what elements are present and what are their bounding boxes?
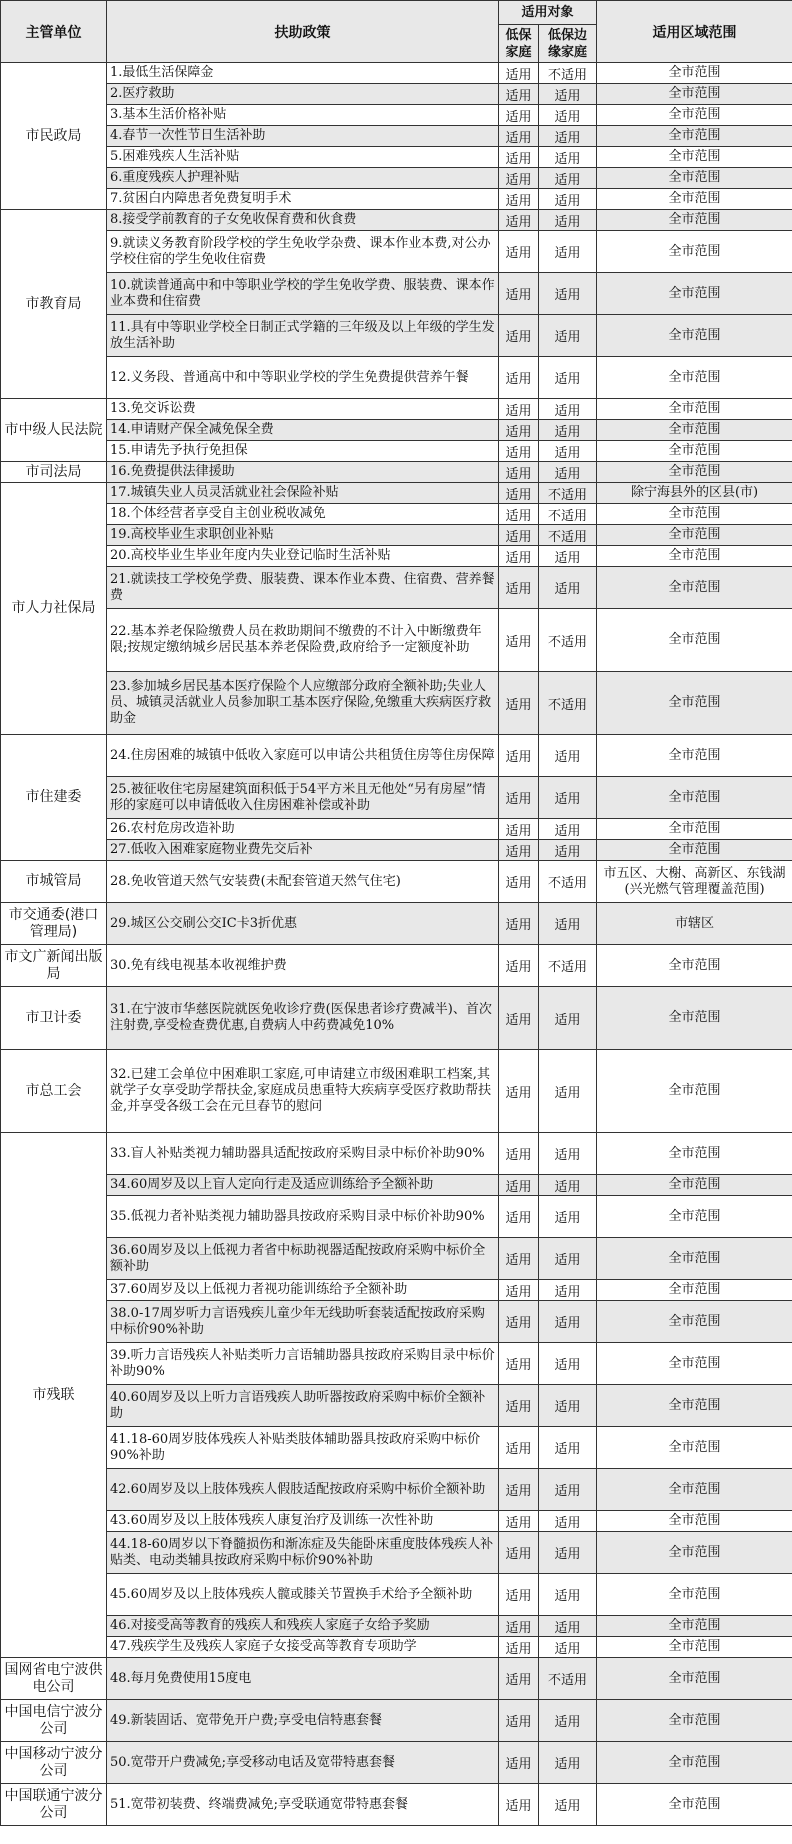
- dibian-cell: 适用: [539, 210, 597, 231]
- dibao-cell: 适用: [499, 777, 539, 819]
- table-row: [1, 546, 792, 567]
- dibao-cell: 适用: [499, 315, 539, 357]
- policy-cell: 5.困难残疾人生活补贴: [107, 147, 499, 168]
- table-row: [1, 84, 792, 105]
- dibian-cell: 适用: [539, 777, 597, 819]
- dept-cell: 市卫计委: [1, 987, 107, 1050]
- dibao-cell: 适用: [499, 462, 539, 483]
- area-cell: 全市范围: [597, 63, 792, 84]
- dibao-cell: 适用: [499, 1301, 539, 1343]
- table-row: [1, 567, 792, 609]
- dept-cell: 市残联: [1, 1133, 107, 1658]
- area-cell: 全市范围: [597, 735, 792, 777]
- area-cell: 全市范围: [597, 357, 792, 399]
- dibao-cell: 适用: [499, 840, 539, 861]
- dept-cell: 市住建委: [1, 735, 107, 861]
- table-row: [1, 1469, 792, 1511]
- dibao-cell: 适用: [499, 1532, 539, 1574]
- dibao-cell: 适用: [499, 210, 539, 231]
- dibian-cell: 适用: [539, 231, 597, 273]
- dept-cell: 中国联通宁波分公司: [1, 1784, 107, 1826]
- dibian-cell: 适用: [539, 1742, 597, 1784]
- area-cell: 全市范围: [597, 1511, 792, 1532]
- header-target: 适用对象: [499, 1, 597, 25]
- table-body: [1, 63, 792, 1826]
- dibian-cell: 不适用: [539, 525, 597, 546]
- policy-cell: 19.高校毕业生求职创业补贴: [107, 525, 499, 546]
- table-row: [1, 1784, 792, 1826]
- policy-cell: 39.听力言语残疾人补贴类听力言语辅助器具按政府采购目录中标价补助90%: [107, 1343, 499, 1385]
- dibao-cell: 适用: [499, 609, 539, 672]
- dibao-cell: 适用: [499, 504, 539, 525]
- dibian-cell: 不适用: [539, 1658, 597, 1700]
- policy-cell: 10.就读普通高中和中等职业学校的学生免收学费、服装费、课本作业本费和住宿费: [107, 273, 499, 315]
- area-cell: 全市范围: [597, 126, 792, 147]
- area-cell: 全市范围: [597, 840, 792, 861]
- policy-cell: 29.城区公交刷公交IC卡3折优惠: [107, 903, 499, 945]
- dibian-cell: 适用: [539, 399, 597, 420]
- table-row: [1, 1385, 792, 1427]
- dibao-cell: 适用: [499, 273, 539, 315]
- table-row: [1, 168, 792, 189]
- policy-cell: 1.最低生活保障金: [107, 63, 499, 84]
- table-row: [1, 1343, 792, 1385]
- dibao-cell: 适用: [499, 903, 539, 945]
- table-row: [1, 1280, 792, 1301]
- area-cell: 全市范围: [597, 1658, 792, 1700]
- dibian-cell: 适用: [539, 168, 597, 189]
- dibao-cell: 适用: [499, 525, 539, 546]
- table-row: [1, 483, 792, 504]
- dept-cell: 市总工会: [1, 1050, 107, 1133]
- dibao-cell: 适用: [499, 1784, 539, 1826]
- area-cell: 全市范围: [597, 1637, 792, 1658]
- dibao-cell: 适用: [499, 1616, 539, 1637]
- area-cell: 全市范围: [597, 420, 792, 441]
- dibian-cell: 不适用: [539, 483, 597, 504]
- dept-cell: 市文广新闻出版局: [1, 945, 107, 987]
- dibao-cell: 适用: [499, 1700, 539, 1742]
- dibian-cell: 适用: [539, 819, 597, 840]
- table-row: [1, 126, 792, 147]
- policy-cell: 7.贫困白内障患者免费复明手术: [107, 189, 499, 210]
- dibian-cell: 适用: [539, 1050, 597, 1133]
- dibao-cell: 适用: [499, 1658, 539, 1700]
- dibao-cell: 适用: [499, 1238, 539, 1280]
- area-cell: 全市范围: [597, 987, 792, 1050]
- dibian-cell: 适用: [539, 357, 597, 399]
- table-row: [1, 504, 792, 525]
- dibao-cell: 适用: [499, 861, 539, 903]
- policy-cell: 36.60周岁及以上低视力者省中标助视器适配按政府采购中标价全额补助: [107, 1238, 499, 1280]
- area-cell: 全市范围: [597, 1469, 792, 1511]
- table-row: [1, 273, 792, 315]
- dibian-cell: 适用: [539, 1196, 597, 1238]
- area-cell: 全市范围: [597, 84, 792, 105]
- header-dibian: 低保边缘家庭: [539, 25, 597, 63]
- dibao-cell: 适用: [499, 735, 539, 777]
- policy-cell: 27.低收入困难家庭物业费先交后补: [107, 840, 499, 861]
- table-row: [1, 1574, 792, 1616]
- dept-cell: 市中级人民法院: [1, 399, 107, 462]
- policy-cell: 47.残疾学生及残疾人家庭子女接受高等教育专项助学: [107, 1637, 499, 1658]
- area-cell: 全市范围: [597, 1301, 792, 1343]
- dibao-cell: 适用: [499, 1742, 539, 1784]
- policy-cell: 42.60周岁及以上肢体残疾人假肢适配按政府采购中标价全额补助: [107, 1469, 499, 1511]
- dibian-cell: 适用: [539, 1637, 597, 1658]
- policy-cell: 46.对接受高等教育的残疾人和残疾人家庭子女给予奖励: [107, 1616, 499, 1637]
- table-row: [1, 987, 792, 1050]
- dibian-cell: 适用: [539, 840, 597, 861]
- area-cell: 全市范围: [597, 168, 792, 189]
- area-cell: 全市范围: [597, 1050, 792, 1133]
- table-row: [1, 399, 792, 420]
- table-row: [1, 105, 792, 126]
- policy-cell: 9.就读义务教育阶段学校的学生免收学杂费、课本作业本费,对公办学校住宿的学生免收住宿费: [107, 231, 499, 273]
- area-cell: 全市范围: [597, 189, 792, 210]
- header-dibao: 低保家庭: [499, 25, 539, 63]
- dept-cell: 市交通委(港口管理局): [1, 903, 107, 945]
- dibian-cell: 适用: [539, 105, 597, 126]
- policy-cell: 38.0-17周岁听力言语残疾儿童少年无线助听套装适配按政府采购中标价90%补助: [107, 1301, 499, 1343]
- area-cell: 全市范围: [597, 777, 792, 819]
- dibao-cell: 适用: [499, 483, 539, 504]
- policy-cell: 21.就读技工学校免学费、服装费、课本作业本费、住宿费、营养餐费: [107, 567, 499, 609]
- table-row: [1, 189, 792, 210]
- dept-cell: 市教育局: [1, 210, 107, 399]
- table-row: [1, 1301, 792, 1343]
- policy-cell: 28.免收管道天然气安装费(未配套管道天然气住宅): [107, 861, 499, 903]
- area-cell: 全市范围: [597, 1196, 792, 1238]
- dibian-cell: 适用: [539, 567, 597, 609]
- area-cell: 全市范围: [597, 147, 792, 168]
- table-row: [1, 231, 792, 273]
- area-cell: 除宁海县外的区县(市): [597, 483, 792, 504]
- policy-cell: 32.已建工会单位中困难职工家庭,可申请建立市级困难职工档案,其就学子女享受助学帮扶金,家庭成员患重特大疾病享受医疗救助帮扶金,并享受各级工会在元旦春节的慰问: [107, 1050, 499, 1133]
- dept-cell: 市人力社保局: [1, 483, 107, 735]
- dibao-cell: 适用: [499, 441, 539, 462]
- dibian-cell: 适用: [539, 735, 597, 777]
- dept-cell: 市司法局: [1, 462, 107, 483]
- table-row: [1, 609, 792, 672]
- dibao-cell: 适用: [499, 1511, 539, 1532]
- dibian-cell: 适用: [539, 1532, 597, 1574]
- table-row: [1, 1238, 792, 1280]
- policy-cell: 6.重度残疾人护理补贴: [107, 168, 499, 189]
- dibian-cell: 适用: [539, 1784, 597, 1826]
- dibian-cell: 不适用: [539, 861, 597, 903]
- policy-cell: 23.参加城乡居民基本医疗保险个人应缴部分政府全额补助;失业人员、城镇灵活就业人员参加职工基本医疗保险,免缴重大疾病医疗救助金: [107, 672, 499, 735]
- table-row: [1, 777, 792, 819]
- dibian-cell: 适用: [539, 1175, 597, 1196]
- area-cell: 全市范围: [597, 672, 792, 735]
- policy-cell: 24.住房困难的城镇中低收入家庭可以申请公共租赁住房等住房保障: [107, 735, 499, 777]
- area-cell: 全市范围: [597, 1343, 792, 1385]
- dibian-cell: 适用: [539, 1469, 597, 1511]
- area-cell: 全市范围: [597, 1427, 792, 1469]
- policy-cell: 20.高校毕业生毕业年度内失业登记临时生活补贴: [107, 546, 499, 567]
- area-cell: 全市范围: [597, 1532, 792, 1574]
- dept-cell: 市城管局: [1, 861, 107, 903]
- area-cell: 全市范围: [597, 567, 792, 609]
- dibian-cell: 适用: [539, 1427, 597, 1469]
- table-row: [1, 819, 792, 840]
- table-row: [1, 1511, 792, 1532]
- dibao-cell: 适用: [499, 189, 539, 210]
- dibao-cell: 适用: [499, 819, 539, 840]
- table-row: [1, 1133, 792, 1175]
- dibao-cell: 适用: [499, 420, 539, 441]
- policy-cell: 48.每月免费使用15度电: [107, 1658, 499, 1700]
- dibao-cell: 适用: [499, 126, 539, 147]
- policy-cell: 11.具有中等职业学校全日制正式学籍的三年级及以上年级的学生发放生活补助: [107, 315, 499, 357]
- table-row: [1, 903, 792, 945]
- area-cell: 全市范围: [597, 1616, 792, 1637]
- dibao-cell: 适用: [499, 1196, 539, 1238]
- dibian-cell: 适用: [539, 441, 597, 462]
- policy-cell: 18.个体经营者享受自主创业税收减免: [107, 504, 499, 525]
- table-row: [1, 1700, 792, 1742]
- dept-cell: 中国电信宁波分公司: [1, 1700, 107, 1742]
- policy-cell: 45.60周岁及以上肢体残疾人髋或膝关节置换手术给予全额补助: [107, 1574, 499, 1616]
- policy-cell: 22.基本养老保险缴费人员在救助期间不缴费的不计入中断缴费年限;按规定缴纳城乡居民基本养老保险费,政府给予一定额度补助: [107, 609, 499, 672]
- policy-cell: 49.新装固话、宽带免开户费;享受电信特惠套餐: [107, 1700, 499, 1742]
- table-row: [1, 525, 792, 546]
- dibao-cell: 适用: [499, 168, 539, 189]
- dibian-cell: 适用: [539, 1301, 597, 1343]
- policy-cell: 35.低视力者补贴类视力辅助器具按政府采购目录中标价补助90%: [107, 1196, 499, 1238]
- dibian-cell: 不适用: [539, 504, 597, 525]
- table-row: [1, 210, 792, 231]
- dibian-cell: 适用: [539, 189, 597, 210]
- dibian-cell: 适用: [539, 126, 597, 147]
- area-cell: 市五区、大榭、高新区、东钱湖(兴光燃气管理覆盖范围): [597, 861, 792, 903]
- area-cell: 全市范围: [597, 1574, 792, 1616]
- policy-cell: 17.城镇失业人员灵活就业社会保险补贴: [107, 483, 499, 504]
- dibian-cell: 适用: [539, 1700, 597, 1742]
- table-row: [1, 1427, 792, 1469]
- dibian-cell: 适用: [539, 147, 597, 168]
- area-cell: 全市范围: [597, 399, 792, 420]
- table-row: [1, 1616, 792, 1637]
- area-cell: 全市范围: [597, 231, 792, 273]
- policy-cell: 2.医疗救助: [107, 84, 499, 105]
- header-policy: 扶助政策: [107, 1, 499, 63]
- dibian-cell: 适用: [539, 1343, 597, 1385]
- policy-cell: 30.免有线电视基本收视维护费: [107, 945, 499, 987]
- policy-cell: 15.申请先予执行免担保: [107, 441, 499, 462]
- policy-cell: 44.18-60周岁以下脊髓损伤和渐冻症及失能卧床重度肢体残疾人补贴类、电动类辅具按政府采购中标价90%补助: [107, 1532, 499, 1574]
- table-row: [1, 1658, 792, 1700]
- policy-cell: 16.免费提供法律援助: [107, 462, 499, 483]
- policy-cell: 8.接受学前教育的子女免收保育费和伙食费: [107, 210, 499, 231]
- header-dept: 主管单位: [1, 1, 107, 63]
- policy-cell: 13.免交诉讼费: [107, 399, 499, 420]
- dibao-cell: 适用: [499, 63, 539, 84]
- dibao-cell: 适用: [499, 399, 539, 420]
- area-cell: 全市范围: [597, 1700, 792, 1742]
- dibian-cell: 适用: [539, 903, 597, 945]
- dibao-cell: 适用: [499, 357, 539, 399]
- dibian-cell: 不适用: [539, 945, 597, 987]
- area-cell: 全市范围: [597, 504, 792, 525]
- area-cell: 全市范围: [597, 462, 792, 483]
- table-row: [1, 735, 792, 777]
- table-row: [1, 420, 792, 441]
- area-cell: 全市范围: [597, 546, 792, 567]
- area-cell: 全市范围: [597, 1742, 792, 1784]
- policy-cell: 12.义务段、普通高中和中等职业学校的学生免费提供营养午餐: [107, 357, 499, 399]
- table-row: [1, 840, 792, 861]
- policy-cell: 4.春节一次性节日生活补助: [107, 126, 499, 147]
- table-row: [1, 63, 792, 84]
- area-cell: 全市范围: [597, 525, 792, 546]
- area-cell: 全市范围: [597, 315, 792, 357]
- dibian-cell: 适用: [539, 1616, 597, 1637]
- dibian-cell: 适用: [539, 1574, 597, 1616]
- dept-cell: 国网省电宁波供电公司: [1, 1658, 107, 1700]
- area-cell: 全市范围: [597, 273, 792, 315]
- dibao-cell: 适用: [499, 84, 539, 105]
- area-cell: 全市范围: [597, 105, 792, 126]
- dept-cell: 中国移动宁波分公司: [1, 1742, 107, 1784]
- area-cell: 市辖区: [597, 903, 792, 945]
- dibao-cell: 适用: [499, 1637, 539, 1658]
- policy-cell: 41.18-60周岁肢体残疾人补贴类肢体辅助器具按政府采购中标价90%补助: [107, 1427, 499, 1469]
- policy-cell: 26.农村危房改造补助: [107, 819, 499, 840]
- policy-cell: 33.盲人补贴类视力辅助器具适配按政府采购目录中标价补助90%: [107, 1133, 499, 1175]
- policy-cell: 34.60周岁及以上盲人定向行走及适应训练给予全额补助: [107, 1175, 499, 1196]
- policy-cell: 3.基本生活价格补贴: [107, 105, 499, 126]
- area-cell: 全市范围: [597, 210, 792, 231]
- dibian-cell: 适用: [539, 1511, 597, 1532]
- area-cell: 全市范围: [597, 819, 792, 840]
- area-cell: 全市范围: [597, 441, 792, 462]
- dibao-cell: 适用: [499, 1574, 539, 1616]
- dibian-cell: 不适用: [539, 609, 597, 672]
- area-cell: 全市范围: [597, 1238, 792, 1280]
- dept-cell: 市民政局: [1, 63, 107, 210]
- dibao-cell: 适用: [499, 945, 539, 987]
- dibao-cell: 适用: [499, 546, 539, 567]
- dibao-cell: 适用: [499, 147, 539, 168]
- area-cell: 全市范围: [597, 1175, 792, 1196]
- table-row: [1, 1742, 792, 1784]
- dibian-cell: 适用: [539, 546, 597, 567]
- table-row: [1, 1637, 792, 1658]
- policy-cell: 14.申请财产保全减免保全费: [107, 420, 499, 441]
- table-row: [1, 1532, 792, 1574]
- table-row: [1, 441, 792, 462]
- dibian-cell: 适用: [539, 1133, 597, 1175]
- dibao-cell: 适用: [499, 567, 539, 609]
- table-row: [1, 357, 792, 399]
- dibao-cell: 适用: [499, 105, 539, 126]
- dibao-cell: 适用: [499, 1343, 539, 1385]
- dibian-cell: 不适用: [539, 63, 597, 84]
- area-cell: 全市范围: [597, 1133, 792, 1175]
- table-row: [1, 1050, 792, 1133]
- table-row: [1, 1175, 792, 1196]
- dibian-cell: 适用: [539, 420, 597, 441]
- area-cell: 全市范围: [597, 1385, 792, 1427]
- dibian-cell: 不适用: [539, 672, 597, 735]
- table-row: [1, 861, 792, 903]
- table-row: [1, 147, 792, 168]
- policy-cell: 25.被征收住宅房屋建筑面积低于54平方米且无他处“另有房屋”情形的家庭可以申请低收入住房困难补偿或补助: [107, 777, 499, 819]
- table-row: [1, 462, 792, 483]
- dibao-cell: 适用: [499, 1175, 539, 1196]
- policy-cell: 50.宽带开户费减免;享受移动电话及宽带特惠套餐: [107, 1742, 499, 1784]
- dibao-cell: 适用: [499, 672, 539, 735]
- policy-cell: 51.宽带初装费、终端费减免;享受联通宽带特惠套餐: [107, 1784, 499, 1826]
- dibao-cell: 适用: [499, 1280, 539, 1301]
- dibao-cell: 适用: [499, 1385, 539, 1427]
- policy-cell: 31.在宁波市华慈医院就医免收诊疗费(医保患者诊疗费减半)、首次注射费,享受检查费优惠,自费病人中药费减免10%: [107, 987, 499, 1050]
- dibao-cell: 适用: [499, 1469, 539, 1511]
- policy-cell: 43.60周岁及以上肢体残疾人康复治疗及训练一次性补助: [107, 1511, 499, 1532]
- dibao-cell: 适用: [499, 1427, 539, 1469]
- area-cell: 全市范围: [597, 1784, 792, 1826]
- dibao-cell: 适用: [499, 1133, 539, 1175]
- area-cell: 全市范围: [597, 945, 792, 987]
- dibian-cell: 适用: [539, 84, 597, 105]
- dibian-cell: 适用: [539, 1385, 597, 1427]
- header-area: 适用区域范围: [597, 1, 792, 63]
- table-row: [1, 672, 792, 735]
- dibian-cell: 适用: [539, 1280, 597, 1301]
- table-row: [1, 945, 792, 987]
- dibao-cell: 适用: [499, 231, 539, 273]
- dibao-cell: 适用: [499, 987, 539, 1050]
- dibao-cell: 适用: [499, 1050, 539, 1133]
- dibian-cell: 适用: [539, 315, 597, 357]
- policy-cell: 40.60周岁及以上听力言语残疾人助听器按政府采购中标价全额补助: [107, 1385, 499, 1427]
- dibian-cell: 适用: [539, 462, 597, 483]
- area-cell: 全市范围: [597, 609, 792, 672]
- dibian-cell: 适用: [539, 987, 597, 1050]
- table-row: [1, 315, 792, 357]
- table-row: [1, 1196, 792, 1238]
- policy-cell: 37.60周岁及以上低视力者视功能训练给予全额补助: [107, 1280, 499, 1301]
- dibian-cell: 适用: [539, 1238, 597, 1280]
- dibian-cell: 适用: [539, 273, 597, 315]
- area-cell: 全市范围: [597, 1280, 792, 1301]
